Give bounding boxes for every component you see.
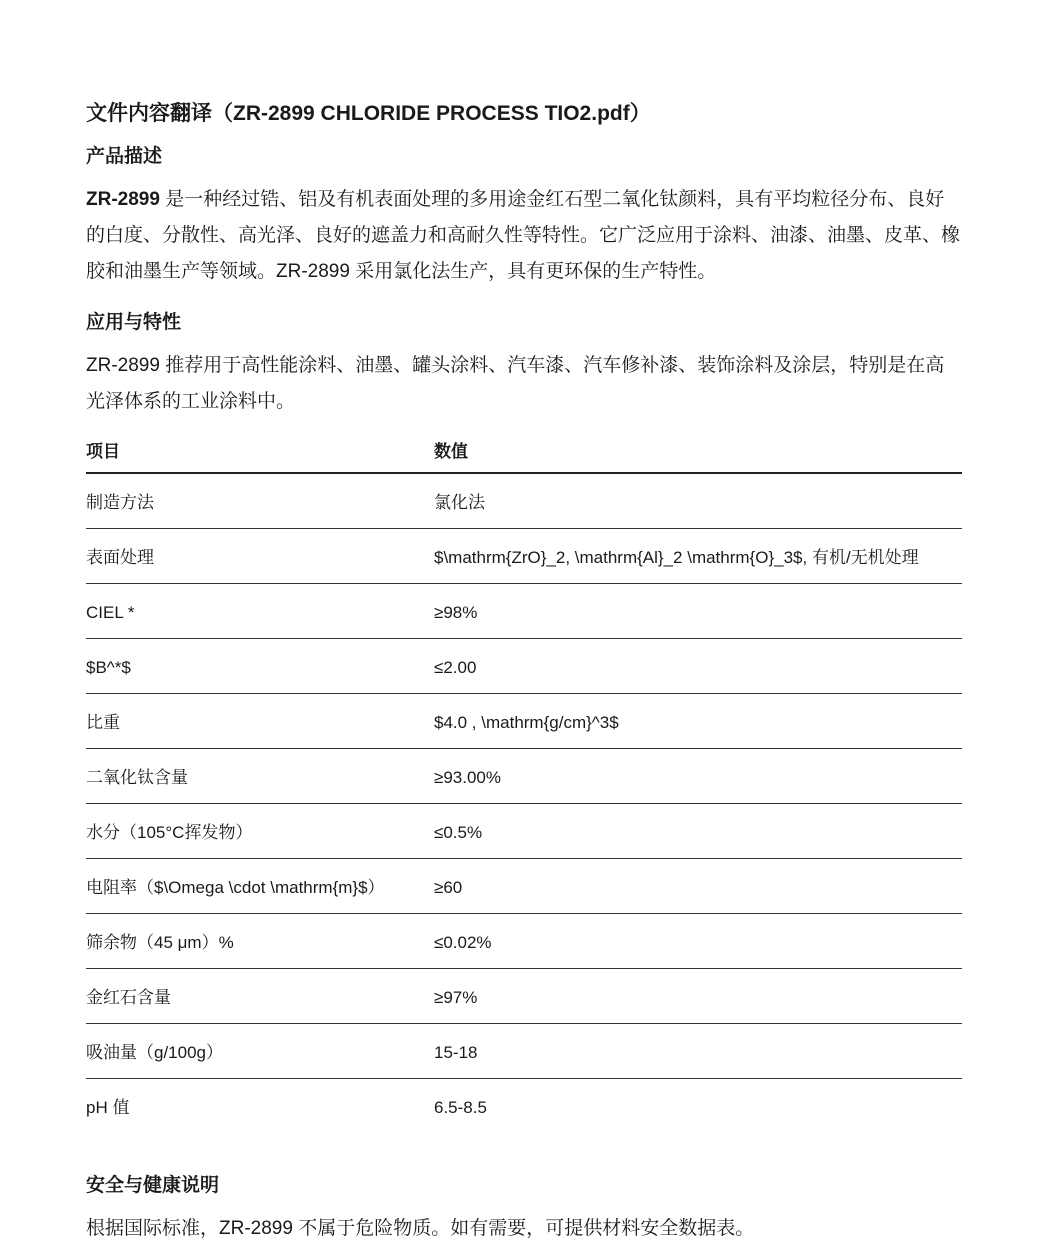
table-row [86,914,962,969]
table-cell-item: 筛余物（45 μm）% [86,914,434,969]
table-header-row [86,438,962,473]
section-heading-description: 产品描述 [86,146,163,167]
table-cell-item: pH 值 [86,1098,130,1117]
table-cell-item: $B^*$ [86,639,434,694]
table-cell-value: ≤0.02% [434,914,962,969]
table-cell-value: $\mathrm{ZrO}_2, \mathrm{Al}_2 \mathrm{O}_3$, 有机/无机处理 [434,529,962,584]
safety-paragraph: 根据国际标准，ZR-2899 不属于危险物质。如有需要，可提供材料安全数据表。 [86,1218,755,1239]
description-text: 是一种经过锆、铝及有机表面处理的多用途金红石型二氧化钛颜料，具有平均粒径分布、良好的白度、分散性、高光泽、良好的遮盖力和高耐久性等特性。它广泛应用于涂料、油漆、油墨、皮革、橡胶和油墨生产等领域。ZR-2899 采用氯化法生产，具有更环保的生产特性。 [86,189,961,282]
table-row [86,859,962,914]
table-row [86,584,962,639]
table-cell-item: 吸油量（g/100g） [86,1024,434,1079]
table-row [86,1024,962,1079]
table-cell-item: 电阻率（$\Omega \cdot \mathrm{m}$） [86,859,434,914]
section-heading-safety: 安全与健康说明 [86,1175,220,1196]
table-cell-value: $4.0 , \mathrm{g/cm}^3$ [434,694,962,749]
table-cell-value: 6.5-8.5 [434,1098,487,1117]
table-cell-value: 15-18 [434,1024,962,1079]
table-cell-value: ≥98% [434,584,962,639]
table-cell-item: 制造方法 [86,473,434,529]
table-cell-item: CIEL * [86,584,434,639]
table-cell-value: ≥60 [434,859,962,914]
table-row [86,473,962,529]
table-cell-item: 水分（105°C挥发物） [86,804,434,859]
table-header-item: 项目 [86,438,434,473]
product-code-bold: ZR-2899 [86,189,160,210]
table-row [86,529,962,584]
table-cell-value: ≤2.00 [434,639,962,694]
table-cell-item: 表面处理 [86,529,434,584]
table-row [86,969,962,1024]
applications-paragraph: ZR-2899 推荐用于高性能涂料、油墨、罐头涂料、汽车漆、汽车修补漆、装饰涂料及涂层，特别是在高光泽体系的工业涂料中。 [86,355,945,412]
table-row [86,694,962,749]
document-title: 文件内容翻译（ZR-2899 CHLORIDE PROCESS TIO2.pdf） [86,102,651,125]
table-cell-value: ≤0.5% [434,804,962,859]
table-row [86,749,962,804]
table-cell-value: ≥97% [434,969,962,1024]
table-row [86,804,962,859]
description-paragraph [86,182,962,290]
section-heading-applications: 应用与特性 [86,312,182,333]
table-cell-item: 二氧化钛含量 [86,749,434,804]
table-row [86,1079,962,1134]
table-header-value: 数值 [434,438,962,473]
table-row [86,639,962,694]
specification-table [86,438,962,1133]
table-cell-value: ≥93.00% [434,749,962,804]
table-cell-item: 比重 [86,694,434,749]
table-cell-value: 氯化法 [434,473,962,529]
table-cell-item: 金红石含量 [86,969,434,1024]
